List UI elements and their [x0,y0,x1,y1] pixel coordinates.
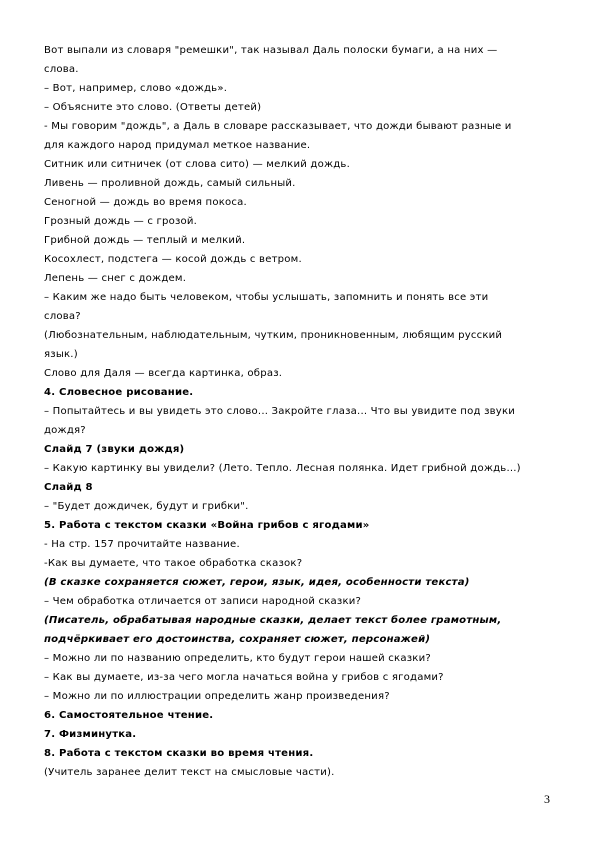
text-line: Сеногной — дождь во время покоса. [44,197,247,208]
text-line: Ситник или ситничек (от слова сито) — мелкий дождь. [44,159,350,170]
answer-line: подчёркивает его достоинства, сохраняет сюжет, персонажей) [44,634,431,645]
text-line: – Чем обработка отличается от записи народной сказки? [44,596,362,607]
text-line: – Как вы думаете, из-за чего могла начаться война у грибов с ягодами? [44,672,444,683]
section-heading: 8. Работа с текстом сказки во время чтения. [44,748,314,759]
text-line: (Учитель заранее делит текст на смысловые части). [44,767,335,778]
text-line: – Можно ли по названию определить, кто будут герои нашей сказки? [44,653,431,664]
text-line: Вот выпали из словаря "ремешки", так называл Даль полоски бумаги, а на них — [44,45,498,56]
text-line: – Каким же надо быть человеком, чтобы услышать, запомнить и понять все эти [44,292,489,303]
text-line: Грозный дождь — с грозой. [44,216,198,227]
text-line: – Какую картинку вы увидели? (Лето. Тепло. Лесная полянка. Идет грибной дождь...) [44,463,521,474]
text-line: Слово для Даля — всегда картинка, образ. [44,368,283,379]
text-line: Лепень — снег с дождем. [44,273,187,284]
answer-line: (В сказке сохраняется сюжет, герои, язык, идея, особенности текста) [44,577,470,588]
slide-heading: Слайд 8 [44,482,93,493]
answer-line: (Писатель, обрабатывая народные сказки, делает текст более грамотным, [44,615,502,626]
slide-heading: Слайд 7 (звуки дождя) [44,444,185,455]
text-line: язык.) [44,349,78,360]
text-line: -Как вы думаете, что такое обработка сказок? [44,558,303,569]
text-line: – Объясните это слово. (Ответы детей) [44,102,262,113]
text-line: для каждого народ придумал меткое название. [44,140,311,151]
section-heading: 6. Самостоятельное чтение. [44,710,214,721]
text-line: - Мы говорим "дождь", а Даль в словаре рассказывает, что дожди бывают разные и [44,121,512,132]
section-heading: 5. Работа с текстом сказки «Война грибов с ягодами» [44,520,370,531]
text-line: слова. [44,64,79,75]
text-line: (Любознательным, наблюдательным, чутким, проникновенным, любящим русский [44,330,503,341]
text-line: Ливень — проливной дождь, самый сильный. [44,178,296,189]
text-line: Грибной дождь — теплый и мелкий. [44,235,246,246]
text-line: – Попытайтесь и вы увидеть это слово... Закройте глаза... Что вы увидите под звуки [44,406,516,417]
text-line: - На стр. 157 прочитайте название. [44,539,240,550]
text-line: дождя? [44,425,86,436]
section-heading: 4. Словесное рисование. [44,387,194,398]
text-line: – Вот, например, слово «дождь». [44,83,228,94]
section-heading: 7. Физминутка. [44,729,137,740]
text-line: – Можно ли по иллюстрации определить жанр произведения? [44,691,390,702]
text-line: Косохлест, подстега — косой дождь с ветром. [44,254,302,265]
page-number: 3 [544,792,551,806]
text-line: слова? [44,311,81,322]
text-line: – "Будет дождичек, будут и грибки". [44,501,249,512]
